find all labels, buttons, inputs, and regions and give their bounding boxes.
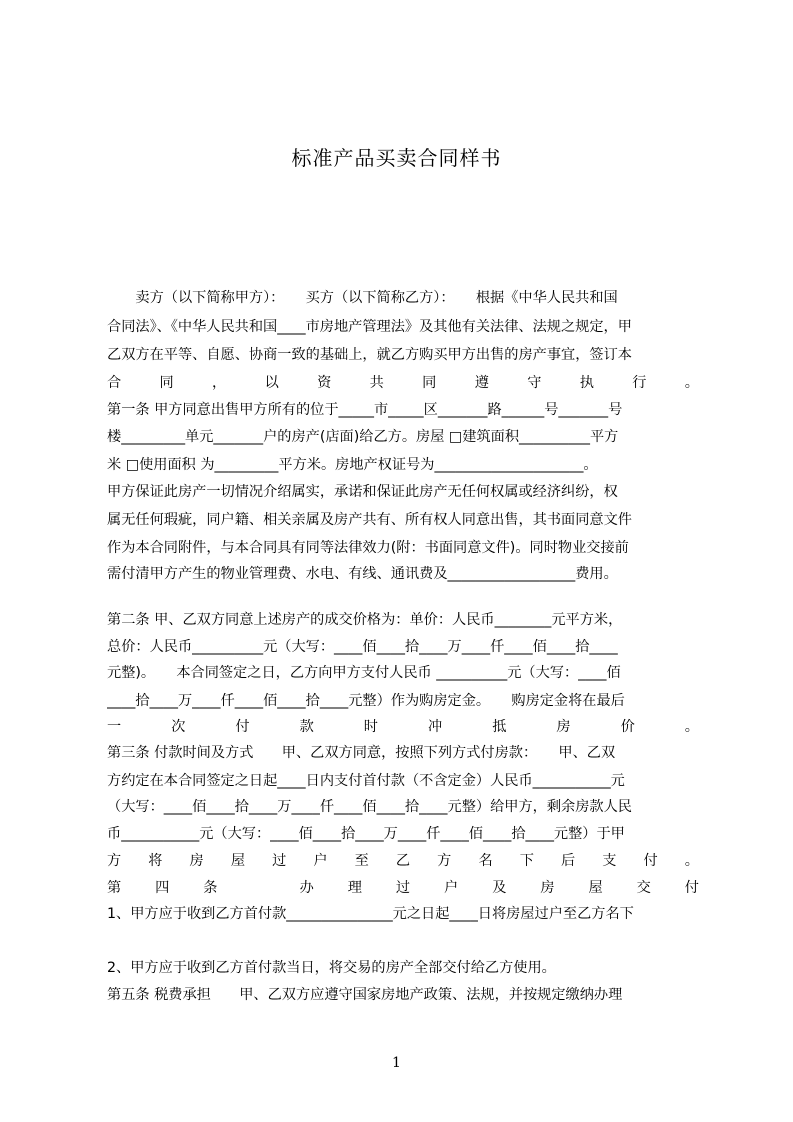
- text-line: 方约定在本合同签定之日起____日内支付首付款（不含定金）人民币___________元: [107, 773, 625, 789]
- text-line: 2、甲方应于收到乙方首付款当日，将交易的房产全部交付给乙方使用。: [107, 960, 556, 976]
- text-line: 米 □使用面积 为_________平方米。房地产权证号为_____________________。: [107, 457, 598, 473]
- text-line: 卖方（以下简称甲方）： 买方（以下简称乙方）： 根据《中华人民共和国: [107, 290, 618, 306]
- text-line: 总价：人民币__________元（大写：____佰____拾____万____仟____佰____拾____: [107, 639, 618, 655]
- text-line: 一 次 付 款 时 冲 抵 房 价 。: [107, 719, 699, 735]
- text-line: （大写：____佰____拾____万____仟____佰____拾____元整）给甲方，剩余房款人民: [107, 799, 632, 815]
- text-line: 方 将 房 屋 过 户 至 乙 方 名 下 后 支 付 。: [107, 853, 699, 869]
- text-line: 楼_________单元_______户的房产(店面)给乙方。房屋 □建筑面积__________平方: [107, 429, 619, 445]
- text-line: 乙双方在平等、自愿、协商一致的基础上，就乙方购买甲方出售的房产事宜，签订本: [107, 347, 632, 363]
- page-number: 1: [392, 1055, 401, 1071]
- text-line: 合同法》、《中华人民共和国____市房地产管理法》及其他有关法律、法规之规定，甲: [107, 319, 632, 335]
- text-line: 第二条 甲、乙双方同意上述房产的成交价格为：单价：人民币________元平方米，: [107, 612, 623, 628]
- text-line: 第三条 付款时间及方式 甲、乙双方同意，按照下列方式付房款： 甲、乙双: [107, 745, 616, 761]
- text-line: 合 同 ， 以 资 共 同 遵 守 执 行 。: [107, 375, 699, 391]
- text-line: 甲方保证此房产一切情况介绍属实，承诺和保证此房产无任何权属或经济纠纷，权: [107, 484, 618, 500]
- text-line: ____拾____万____仟____佰____拾____元整）作为购房定金。 购房定金将在最后: [107, 693, 625, 709]
- text-line: 1、甲方应于收到乙方首付款_______________元之日起____日将房屋过户至乙方名下: [107, 906, 634, 922]
- text-line: 第 四 条 办 理 过 户 及 房 屋 交 付: [107, 880, 699, 896]
- text-line: 第五条 税费承担 甲、乙双方应遵守国家房地产政策、法规，并按规定缴纳办理: [107, 987, 623, 1003]
- document-title: 标准产品买卖合同样书: [291, 146, 502, 170]
- text-line: 作为本合同附件，与本合同具有同等法律效力(附：书面同意文件)。同时物业交接前: [107, 540, 629, 556]
- text-line: 元整)。 本合同签定之日，乙方向甲方支付人民币 __________元（大写：____佰: [107, 665, 621, 681]
- text-line: 第一条 甲方同意出售甲方所有的位于_____市_____区_______路______号_______号: [107, 402, 623, 418]
- text-line: 币___________元（大写：____佰____拾____万____仟____佰____拾____元整）于甲: [107, 826, 625, 842]
- text-line: 需付清甲方产生的物业管理费、水电、有线、通讯费及__________________费用。: [107, 566, 618, 582]
- text-line: 属无任何瑕疵，同户籍、相关亲属及房产共有、所有权人同意出售，其书面同意文件: [107, 512, 632, 528]
